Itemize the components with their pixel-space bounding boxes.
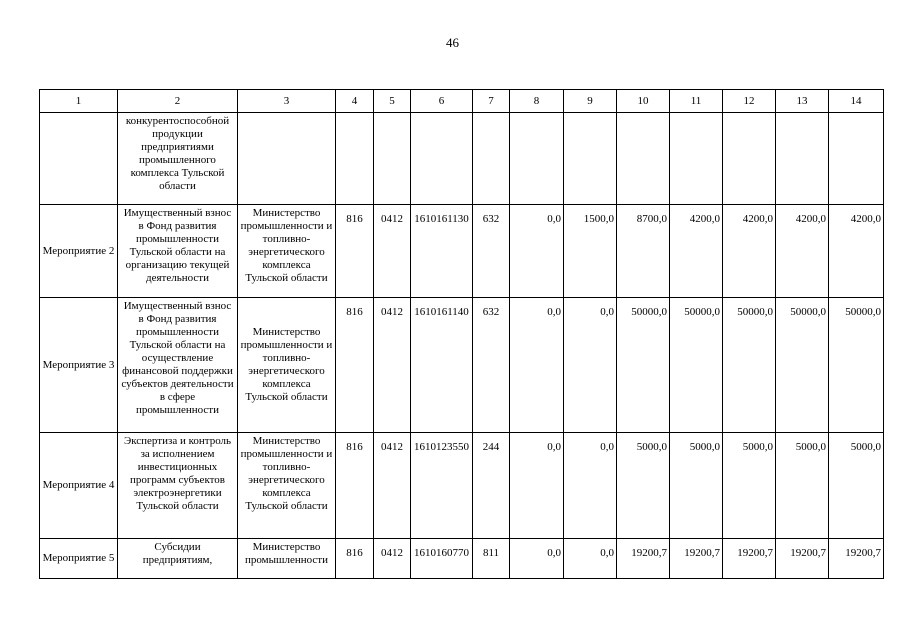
target-article-cell: 1610123550 — [411, 433, 473, 539]
header-cell: 4 — [336, 90, 374, 113]
table-row — [40, 433, 884, 539]
target-article-cell: 1610161130 — [411, 205, 473, 298]
value-cell: 5000,0 — [829, 433, 884, 539]
value-cell: 1500,0 — [564, 205, 617, 298]
section-cell: 0412 — [374, 298, 411, 433]
value-cell — [564, 113, 617, 205]
description-cell: Субсидии предприятиям, — [118, 539, 238, 579]
header-cell: 14 — [829, 90, 884, 113]
page-number: 46 — [446, 35, 459, 50]
value-cell: 8700,0 — [617, 205, 670, 298]
header-cell: 13 — [776, 90, 829, 113]
value-cell: 5000,0 — [617, 433, 670, 539]
description-cell: Имущественный взнос в Фонд развития промышленности Тульской области на организацию текущей деятельности — [118, 205, 238, 298]
header-cell: 6 — [411, 90, 473, 113]
section-cell: 0412 — [374, 205, 411, 298]
executor-cell: Министерство промышленности и топливно-энергетического комплекса Тульской области — [238, 205, 336, 298]
header-cell: 3 — [238, 90, 336, 113]
value-cell: 0,0 — [510, 298, 564, 433]
header-cell: 7 — [473, 90, 510, 113]
grbs-cell: 816 — [336, 298, 374, 433]
value-cell: 4200,0 — [829, 205, 884, 298]
measure-cell: Мероприятие 4 — [40, 433, 118, 539]
value-cell: 50000,0 — [776, 298, 829, 433]
value-cell: 5000,0 — [670, 433, 723, 539]
value-cell: 0,0 — [564, 433, 617, 539]
value-cell — [617, 113, 670, 205]
value-cell — [510, 113, 564, 205]
value-cell: 19200,7 — [617, 539, 670, 579]
description-cell: конкурентоспособной продукции предприятиями промышленного комплекса Тульской области — [118, 113, 238, 205]
value-cell: 0,0 — [510, 433, 564, 539]
header-row — [40, 90, 884, 113]
value-cell: 50000,0 — [670, 298, 723, 433]
grbs-cell — [336, 113, 374, 205]
value-cell — [723, 113, 776, 205]
value-cell: 19200,7 — [829, 539, 884, 579]
measure-cell: Мероприятие 3 — [40, 298, 118, 433]
header-cell: 12 — [723, 90, 776, 113]
grbs-cell: 816 — [336, 433, 374, 539]
measure-cell: Мероприятие 5 — [40, 539, 118, 579]
header-cell: 8 — [510, 90, 564, 113]
value-cell: 0,0 — [564, 298, 617, 433]
value-cell — [829, 113, 884, 205]
expense-type-cell: 632 — [473, 298, 510, 433]
executor-cell: Министерство промышленности — [238, 539, 336, 579]
expense-type-cell: 244 — [473, 433, 510, 539]
table-row — [40, 113, 884, 205]
section-cell — [374, 113, 411, 205]
value-cell: 4200,0 — [776, 205, 829, 298]
header-cell: 10 — [617, 90, 670, 113]
table-row — [40, 539, 884, 579]
expense-type-cell: 811 — [473, 539, 510, 579]
header-cell: 2 — [118, 90, 238, 113]
expense-type-cell: 632 — [473, 205, 510, 298]
value-cell: 4200,0 — [723, 205, 776, 298]
value-cell: 0,0 — [510, 205, 564, 298]
executor-cell: Министерство промышленности и топливно-энергетического комплекса Тульской области — [238, 433, 336, 539]
section-cell: 0412 — [374, 539, 411, 579]
header-cell: 1 — [40, 90, 118, 113]
value-cell: 19200,7 — [723, 539, 776, 579]
grbs-cell: 816 — [336, 539, 374, 579]
value-cell — [776, 113, 829, 205]
header-cell: 5 — [374, 90, 411, 113]
target-article-cell: 1610161140 — [411, 298, 473, 433]
section-cell: 0412 — [374, 433, 411, 539]
grbs-cell: 816 — [336, 205, 374, 298]
table-row — [40, 298, 884, 433]
value-cell — [670, 113, 723, 205]
measure-cell: Мероприятие 2 — [40, 205, 118, 298]
header-cell: 11 — [670, 90, 723, 113]
description-cell: Имущественный взнос в Фонд развития промышленности Тульской области на осуществление финансовой поддержки субъектов деятельности в сфере промышленности — [118, 298, 238, 433]
header-cell: 9 — [564, 90, 617, 113]
value-cell: 4200,0 — [670, 205, 723, 298]
target-article-cell: 1610160770 — [411, 539, 473, 579]
table-row — [40, 205, 884, 298]
executor-cell: Министерство промышленности и топливно-энергетического комплекса Тульской области — [238, 298, 336, 433]
value-cell: 5000,0 — [723, 433, 776, 539]
value-cell: 19200,7 — [670, 539, 723, 579]
value-cell: 0,0 — [564, 539, 617, 579]
description-cell: Экспертиза и контроль за исполнением инвестиционных программ субъектов электроэнергетики Тульской области — [118, 433, 238, 539]
budget-table — [39, 89, 884, 579]
value-cell: 50000,0 — [829, 298, 884, 433]
measure-cell — [40, 113, 118, 205]
value-cell: 50000,0 — [617, 298, 670, 433]
value-cell: 0,0 — [510, 539, 564, 579]
value-cell: 19200,7 — [776, 539, 829, 579]
target-article-cell — [411, 113, 473, 205]
expense-type-cell — [473, 113, 510, 205]
executor-cell — [238, 113, 336, 205]
value-cell: 5000,0 — [776, 433, 829, 539]
value-cell: 50000,0 — [723, 298, 776, 433]
